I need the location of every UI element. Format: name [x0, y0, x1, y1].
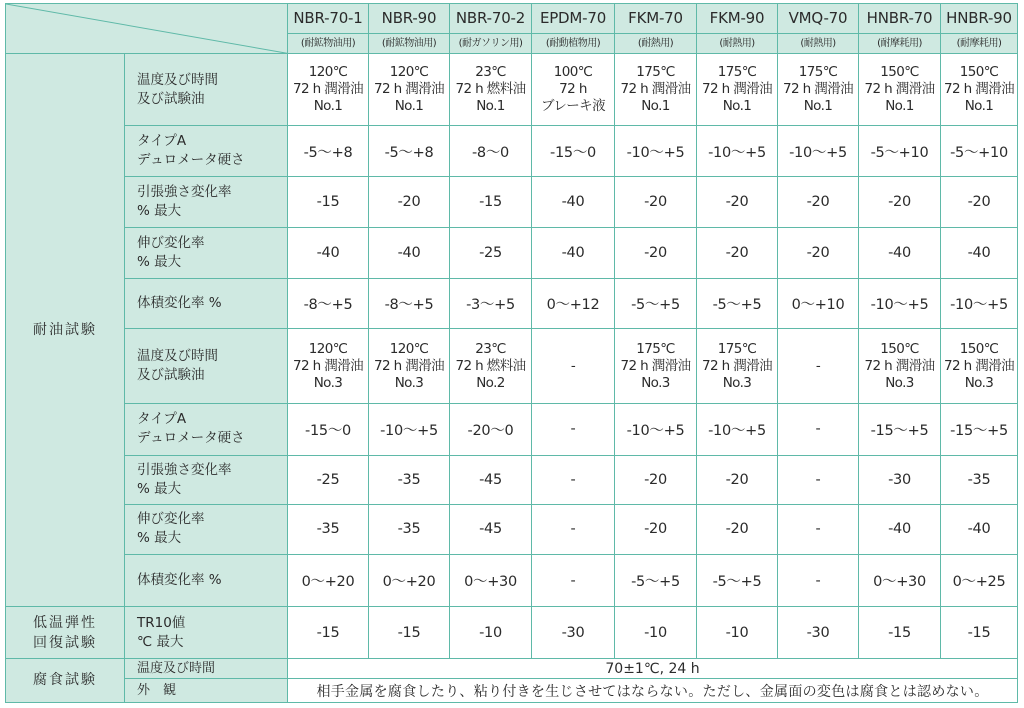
material-name-cell — [778, 4, 859, 34]
row-label: ℃ 最大 — [137, 633, 184, 650]
row-label-cell — [125, 679, 288, 703]
row-label-cell — [125, 658, 288, 679]
volume-value: 0〜+30 — [450, 555, 532, 607]
material-use-cell — [450, 33, 532, 54]
test-condition-cell — [697, 54, 778, 126]
elongation-value: -20 — [778, 227, 859, 278]
hardness-value: -5〜+10 — [859, 126, 941, 177]
group-corrosion — [6, 658, 125, 702]
tensile-value: -15 — [450, 177, 532, 227]
test-condition-line: 72 h 潤滑油 — [864, 357, 935, 374]
row-label: 引張強さ変化率 — [137, 461, 232, 478]
test-condition-line: 72 h — [559, 81, 587, 98]
material-name-cell — [288, 4, 369, 34]
test-condition-line: 72 h 燃料油 — [455, 81, 526, 98]
test-condition-line: 175℃ — [798, 64, 838, 81]
elongation-value: -40 — [859, 227, 941, 278]
rubber-spec-table — [5, 3, 1018, 703]
material-name: FKM-70 — [628, 8, 683, 27]
test-condition-line: 150℃ — [880, 340, 919, 357]
volume-value: -8〜+5 — [288, 279, 369, 329]
tensile-value: - — [778, 455, 859, 504]
tr10-row — [6, 607, 1018, 658]
test-condition-line: 100℃ — [553, 64, 593, 81]
tensile-value: -20 — [615, 177, 697, 227]
oil-test-conditions-row — [6, 54, 1018, 126]
volume-value: -5〜+5 — [615, 279, 697, 329]
row-label-cell — [125, 555, 288, 607]
group-label: 腐食試験 — [33, 672, 97, 689]
test-condition-line: 150℃ — [959, 340, 999, 357]
elongation-value: -20 — [615, 227, 697, 278]
group-label: 低温弾性 — [33, 614, 97, 631]
test-condition-line: 150℃ — [880, 64, 919, 81]
test-condition-line: 175℃ — [717, 64, 757, 81]
hardness-value: -10〜+5 — [369, 404, 450, 455]
volume-change-row — [6, 555, 1018, 607]
hardness-value: -5〜+10 — [941, 126, 1018, 177]
row-label: 引張強さ変化率 — [137, 184, 232, 201]
test-condition-line: No.1 — [885, 98, 914, 115]
material-use-cell — [778, 33, 859, 54]
group-label: 耐油試験 — [33, 322, 97, 339]
tensile-change-row — [6, 177, 1018, 227]
tr10-value: -30 — [532, 607, 615, 658]
test-condition-line: 175℃ — [717, 340, 757, 357]
row-label-cell — [125, 126, 288, 177]
test-condition-cell — [941, 54, 1018, 126]
material-name-cell — [615, 4, 697, 34]
test-condition-line: 120℃ — [389, 340, 429, 357]
row-label: 温度及び時間 — [137, 661, 216, 676]
diagonal-line — [6, 4, 287, 53]
elongation-value: -35 — [369, 504, 450, 554]
hardness-value: -10〜+5 — [778, 126, 859, 177]
row-label-cell — [125, 329, 288, 404]
elongation-value: -40 — [941, 227, 1018, 278]
material-use: (耐ガソリン用) — [458, 37, 523, 49]
material-use: (耐熱用) — [800, 37, 836, 49]
test-condition-line: 120℃ — [389, 64, 429, 81]
test-condition-cell — [369, 54, 450, 126]
test-condition-cell — [288, 329, 369, 404]
test-condition-line: - — [815, 357, 821, 374]
material-name-cell — [450, 4, 532, 34]
row-label-cell — [125, 177, 288, 227]
elongation-value: -40 — [288, 227, 369, 278]
material-name: NBR-70-1 — [293, 8, 363, 27]
row-label-cell — [125, 54, 288, 126]
test-condition-line: ブレーキ液 — [541, 98, 605, 115]
test-condition-line: No.1 — [394, 98, 424, 115]
hardness-value: -15〜+5 — [859, 404, 941, 455]
elongation-value: - — [778, 504, 859, 554]
volume-value: -5〜+5 — [697, 555, 778, 607]
tensile-value: -20 — [859, 177, 941, 227]
test-condition-cell — [369, 329, 450, 404]
corrosion-appearance-row — [6, 679, 1018, 703]
tensile-value: -35 — [941, 455, 1018, 504]
test-condition-cell — [532, 329, 615, 404]
test-condition-cell — [778, 54, 859, 126]
group-low-temp — [6, 607, 125, 658]
volume-value: - — [532, 555, 615, 607]
material-use: (耐摩耗用) — [877, 37, 922, 49]
test-condition-line: 72 h 潤滑油 — [292, 357, 364, 374]
test-condition-line: 72 h 潤滑油 — [943, 81, 1015, 98]
elongation-value: -40 — [369, 227, 450, 278]
material-name-cell — [697, 4, 778, 34]
tensile-value: -20 — [941, 177, 1018, 227]
tr10-value: -15 — [859, 607, 941, 658]
tensile-value: -20 — [369, 177, 450, 227]
tensile-value: -20 — [778, 177, 859, 227]
test-condition-cell — [859, 54, 941, 126]
test-condition-line: No.3 — [394, 374, 424, 391]
volume-value: 0〜+30 — [859, 555, 941, 607]
test-condition-cell — [450, 329, 532, 404]
hardness-value: -10〜+5 — [697, 126, 778, 177]
row-label-cell — [125, 279, 288, 329]
material-use: (耐動植物用) — [545, 37, 601, 49]
elongation-value: -40 — [859, 504, 941, 554]
material-name-cell — [941, 4, 1018, 34]
test-condition-line: 72 h 潤滑油 — [373, 81, 445, 98]
test-condition-line: No.1 — [641, 98, 670, 115]
row-label: TR10値 — [137, 614, 186, 631]
row-label: 伸び変化率 — [137, 234, 205, 251]
test-condition-line: 72 h 潤滑油 — [292, 81, 364, 98]
material-use: (耐熱用) — [719, 37, 755, 49]
test-condition-cell — [288, 54, 369, 126]
elongation-value: -45 — [450, 504, 532, 554]
material-name: EPDM-70 — [539, 8, 607, 27]
hardness-value: -15〜+5 — [941, 404, 1018, 455]
row-label-cell — [125, 455, 288, 504]
material-name-cell — [369, 4, 450, 34]
test-condition-line: 72 h 潤滑油 — [620, 357, 691, 374]
tensile-change-row — [6, 455, 1018, 504]
hardness-value: -10〜+5 — [615, 404, 697, 455]
elongation-value: -20 — [615, 504, 697, 554]
material-name: NBR-70-2 — [455, 8, 526, 27]
test-condition-cell — [615, 54, 697, 126]
test-condition-line: No.1 — [476, 98, 505, 115]
elongation-value: - — [532, 504, 615, 554]
test-condition-line: No.3 — [641, 374, 670, 391]
test-condition-cell — [532, 54, 615, 126]
elongation-value: -20 — [697, 504, 778, 554]
tensile-value: -45 — [450, 455, 532, 504]
header-row-names — [6, 4, 1018, 34]
hardness-value: -5〜+8 — [369, 126, 450, 177]
test-condition-cell — [778, 329, 859, 404]
material-name-cell — [859, 4, 941, 34]
test-condition-line: No.3 — [885, 374, 914, 391]
row-label: 温度及び時間 — [137, 348, 218, 365]
volume-value: - — [778, 555, 859, 607]
volume-value: 0〜+20 — [369, 555, 450, 607]
volume-value: 0〜+25 — [941, 555, 1018, 607]
volume-value: 0〜+20 — [288, 555, 369, 607]
material-name: NBR-90 — [381, 8, 437, 27]
material-use-cell — [369, 33, 450, 54]
hardness-value: -20〜0 — [450, 404, 532, 455]
hardness-row — [6, 126, 1018, 177]
row-label-cell — [125, 227, 288, 278]
elongation-value: -20 — [697, 227, 778, 278]
test-condition-line: 72 h 潤滑油 — [864, 81, 935, 98]
material-use-cell — [859, 33, 941, 54]
tr10-value: -10 — [450, 607, 532, 658]
test-condition-line: 23℃ — [475, 64, 506, 81]
test-condition-line: No.3 — [722, 374, 752, 391]
tr10-value: -15 — [941, 607, 1018, 658]
tensile-value: - — [532, 455, 615, 504]
hardness-value: -8〜0 — [450, 126, 532, 177]
material-name-cell — [532, 4, 615, 34]
test-condition-line: No.3 — [313, 374, 343, 391]
test-condition-line: 72 h 潤滑油 — [620, 81, 691, 98]
row-label-cell — [125, 607, 288, 658]
row-label: デュロメータ硬さ — [137, 430, 245, 447]
row-label: 体積変化率 % — [137, 572, 222, 589]
elongation-value: -40 — [941, 504, 1018, 554]
tensile-value: -20 — [615, 455, 697, 504]
hardness-row — [6, 404, 1018, 455]
material-use-cell — [697, 33, 778, 54]
material-use: (耐熱用) — [637, 37, 674, 49]
tensile-value: -15 — [288, 177, 369, 227]
volume-value: -10〜+5 — [941, 279, 1018, 329]
test-condition-line: 72 h 潤滑油 — [373, 357, 445, 374]
volume-value: -5〜+5 — [615, 555, 697, 607]
material-use-cell — [941, 33, 1018, 54]
row-label: タイプA — [137, 411, 187, 428]
group-label: 回復試験 — [33, 634, 97, 651]
hardness-value: -5〜+8 — [288, 126, 369, 177]
hardness-value: - — [532, 404, 615, 455]
corrosion-temp-value: 70±1℃, 24 h — [288, 658, 1018, 679]
test-condition-line: 175℃ — [636, 340, 675, 357]
volume-value: -8〜+5 — [369, 279, 450, 329]
test-condition-cell — [697, 329, 778, 404]
test-condition-line: No.1 — [313, 98, 343, 115]
elongation-change-row — [6, 227, 1018, 278]
row-label: % 最大 — [137, 253, 182, 270]
tensile-value: -20 — [697, 455, 778, 504]
oil-test-conditions-row — [6, 329, 1018, 404]
test-condition-line: No.1 — [803, 98, 833, 115]
hardness-value: -15〜0 — [532, 126, 615, 177]
corrosion-temp-row — [6, 658, 1018, 679]
test-condition-cell — [615, 329, 697, 404]
row-label: 及び試験油 — [137, 367, 205, 384]
elongation-value: -25 — [450, 227, 532, 278]
tensile-value: -35 — [369, 455, 450, 504]
tr10-value: -10 — [615, 607, 697, 658]
row-label: 及び試験油 — [137, 90, 205, 107]
volume-value: 0〜+10 — [778, 279, 859, 329]
test-condition-cell — [450, 54, 532, 126]
row-label: デュロメータ硬さ — [137, 152, 245, 169]
elongation-change-row — [6, 504, 1018, 554]
header-corner-cell — [6, 4, 288, 54]
volume-value: 0〜+12 — [532, 279, 615, 329]
test-condition-cell — [941, 329, 1018, 404]
volume-value: -10〜+5 — [859, 279, 941, 329]
test-condition-line: 72 h 潤滑油 — [782, 81, 854, 98]
hardness-value: -10〜+5 — [697, 404, 778, 455]
test-condition-line: 120℃ — [308, 64, 348, 81]
row-label: % 最大 — [137, 203, 182, 220]
volume-change-row — [6, 279, 1018, 329]
tr10-value: -15 — [288, 607, 369, 658]
group-oil-test — [6, 54, 125, 607]
test-condition-line: 23℃ — [475, 340, 506, 357]
material-name: HNBR-70 — [866, 8, 933, 27]
test-condition-line: No.1 — [964, 98, 994, 115]
material-use: (耐鉱物油用) — [300, 37, 356, 49]
test-condition-cell — [859, 329, 941, 404]
tensile-value: -40 — [532, 177, 615, 227]
material-use-cell — [288, 33, 369, 54]
test-condition-line: 150℃ — [959, 64, 999, 81]
corrosion-appearance-value: 相手金属を腐食したり、粘り付きを生じさせてはならない。ただし、金属面の変色は腐食とは認めない。 — [288, 679, 1018, 703]
volume-value: -3〜+5 — [450, 279, 532, 329]
tensile-value: -30 — [859, 455, 941, 504]
test-condition-line: No.2 — [476, 374, 505, 391]
tensile-value: -20 — [697, 177, 778, 227]
material-name: VMQ-70 — [788, 8, 848, 27]
test-condition-line: 120℃ — [308, 340, 348, 357]
material-use: (耐鉱物油用) — [381, 37, 437, 49]
row-label-cell — [125, 404, 288, 455]
tr10-value: -30 — [778, 607, 859, 658]
tr10-value: -10 — [697, 607, 778, 658]
hardness-value: - — [778, 404, 859, 455]
elongation-value: -35 — [288, 504, 369, 554]
test-condition-line: 72 h 潤滑油 — [701, 357, 773, 374]
elongation-value: -40 — [532, 227, 615, 278]
volume-value: -5〜+5 — [697, 279, 778, 329]
material-use-cell — [615, 33, 697, 54]
test-condition-line: 175℃ — [636, 64, 675, 81]
row-label: タイプA — [137, 133, 187, 150]
row-label: 体積変化率 % — [137, 295, 222, 312]
test-condition-line: 72 h 潤滑油 — [943, 357, 1015, 374]
hardness-value: -15〜0 — [288, 404, 369, 455]
material-name: FKM-90 — [709, 8, 765, 27]
material-name: HNBR-90 — [946, 8, 1012, 27]
test-condition-line: No.3 — [964, 374, 994, 391]
tr10-value: -15 — [369, 607, 450, 658]
material-use-cell — [532, 33, 615, 54]
row-label: 温度及び時間 — [137, 71, 218, 88]
test-condition-line: 72 h 潤滑油 — [701, 81, 773, 98]
tensile-value: -25 — [288, 455, 369, 504]
row-label: % 最大 — [137, 480, 182, 497]
hardness-value: -10〜+5 — [615, 126, 697, 177]
material-use: (耐摩耗用) — [956, 37, 1002, 49]
test-condition-line: - — [570, 357, 576, 374]
test-condition-line: No.1 — [722, 98, 752, 115]
row-label: 伸び変化率 — [137, 511, 205, 528]
test-condition-line: 72 h 燃料油 — [455, 357, 526, 374]
row-label: % 最大 — [137, 530, 182, 547]
row-label: 外 観 — [137, 683, 177, 699]
row-label-cell — [125, 504, 288, 554]
